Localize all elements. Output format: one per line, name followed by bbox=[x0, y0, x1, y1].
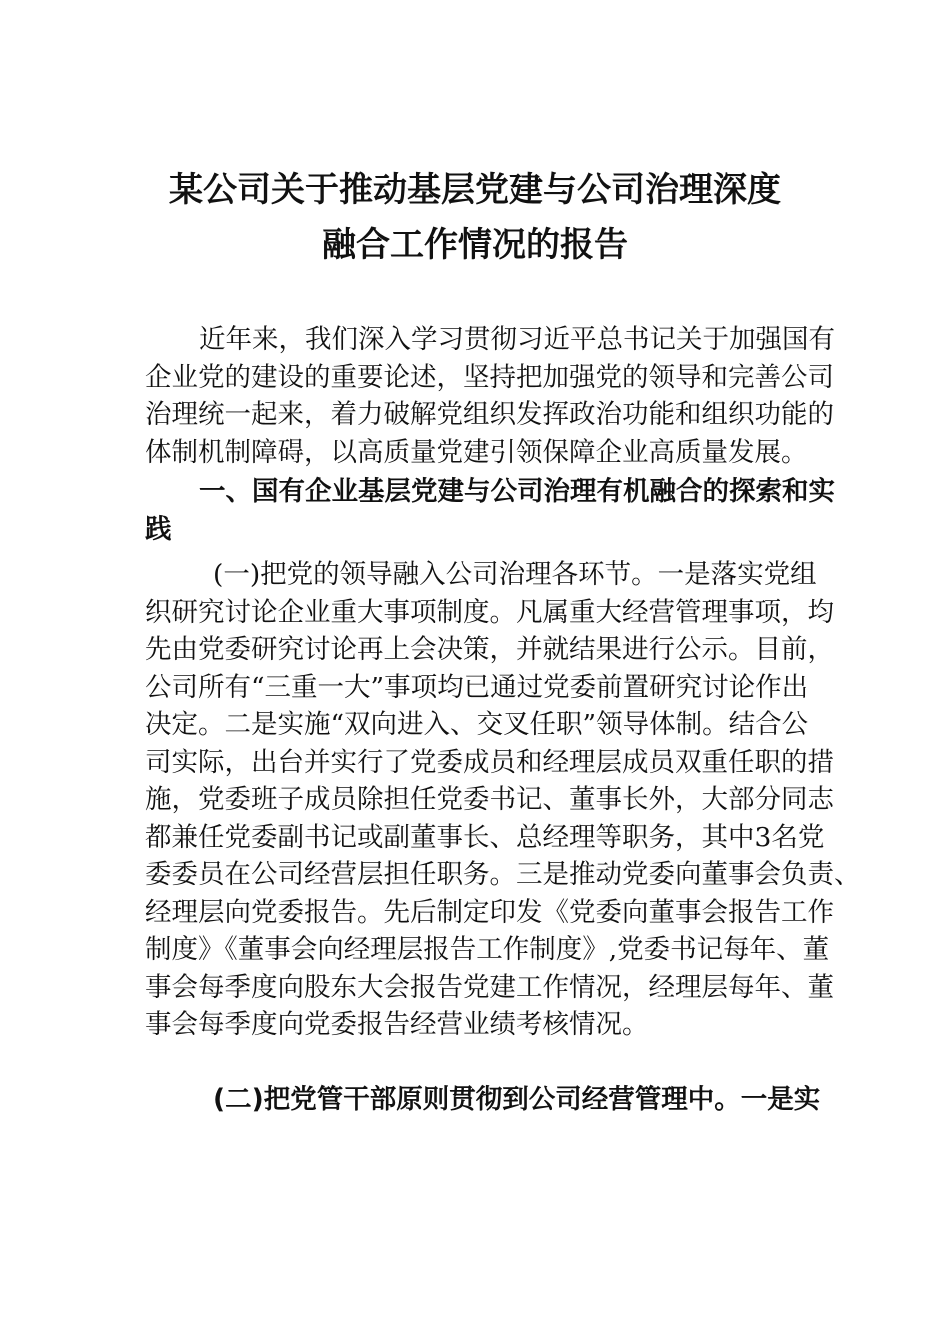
heading-line: 一、国有企业基层党建与公司治理有机融合的探索和实 bbox=[199, 476, 835, 507]
text-line: 先由党委研究讨论再上会决策，并就结果进行公示。目前， bbox=[145, 634, 834, 665]
text-line: 体制机制障碍，以高质量党建引领保障企业高质量发展。 bbox=[145, 436, 808, 468]
text-line: 企业党的建设的重要论述，坚持把加强党的领导和完善公司 bbox=[145, 361, 834, 393]
text-line: 决定。二是实施“双向进入、交叉任职”领导体制。结合公 bbox=[145, 709, 809, 740]
document-title-line-2: 融合工作情况的报告 bbox=[322, 225, 628, 265]
intro-paragraph bbox=[145, 321, 835, 471]
text-line: 事会每季度向党委报告经营业绩考核情况。 bbox=[145, 1009, 649, 1040]
text-line: 事会每季度向股东大会报告党建工作情况，经理层每年、董 bbox=[145, 971, 834, 1003]
text-line: 治理统一起来，着力破解党组织发挥政治功能和组织功能的 bbox=[145, 399, 834, 430]
document-title-line-1: 某公司关于推动基层党建与公司治理深度 bbox=[169, 170, 781, 210]
text-line: (一)把党的领导融入公司治理各环节。一是落实党组 bbox=[213, 559, 817, 590]
text-line: 都兼任党委副书记或副董事长、总经理等职务，其中3名党 bbox=[145, 821, 825, 853]
text-line: 近年来，我们深入学习贯彻习近平总书记关于加强国有 bbox=[199, 324, 835, 355]
section-heading-1 bbox=[145, 473, 835, 548]
text-line: 委委员在公司经营层担任职务。三是推动党委向董事会负责、 bbox=[145, 859, 861, 890]
text-line: 经理层向党委报告。先后制定印发《党委向董事会报告工作 bbox=[145, 896, 834, 928]
subsection-1-paragraph bbox=[145, 556, 861, 1044]
text-line: 公司所有“三重一大”事项均已通过党委前置研究讨论作出 bbox=[145, 671, 809, 703]
text-line: 制度》《董事会向经理层报告工作制度》,党委书记每年、董 bbox=[145, 934, 830, 965]
heading-line: 践 bbox=[145, 513, 172, 545]
subsection-2-heading bbox=[145, 1081, 825, 1119]
heading-line: (二)把党管干部原则贯彻到公司经营管理中。一是实 bbox=[213, 1084, 821, 1115]
text-line: 司实际，出台并实行了党委成员和经理层成员双重任职的措 bbox=[145, 746, 834, 778]
text-line: 施，党委班子成员除担任党委书记、董事长外，大部分同志 bbox=[145, 784, 834, 815]
text-line: 织研究讨论企业重大事项制度。凡属重大经营管理事项，均 bbox=[145, 596, 834, 628]
